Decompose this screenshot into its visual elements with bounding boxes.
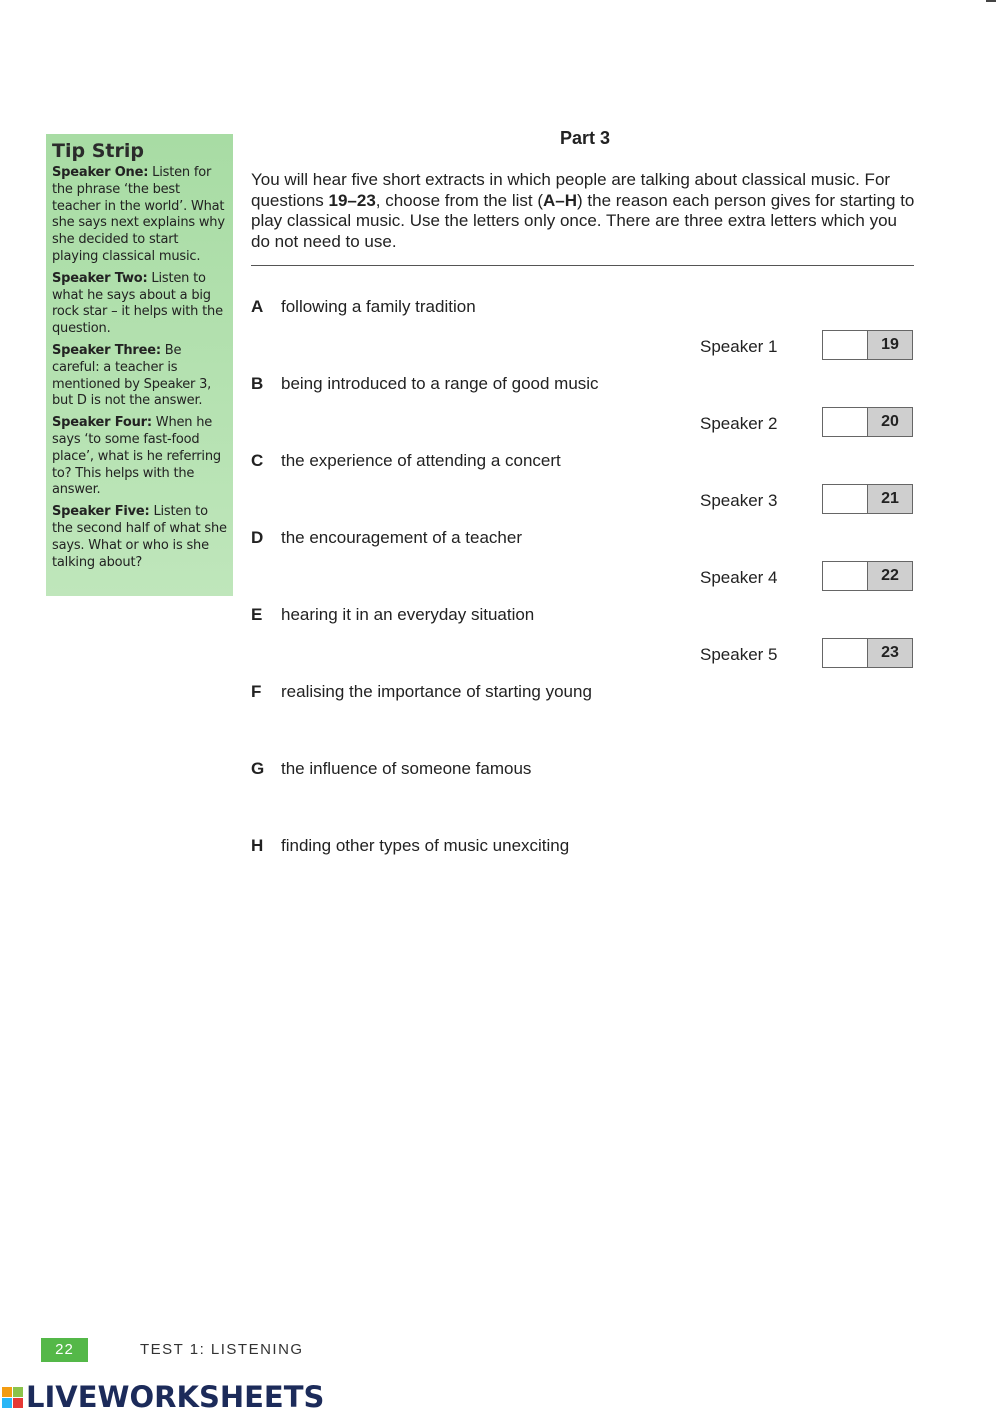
- logo-square: [13, 1398, 23, 1408]
- instructions-text: ) the reason each person gives for starting to play classical music. Use the letters only once. There are three extra letters which you do not need to use.: [251, 190, 915, 251]
- option-c: [251, 451, 561, 471]
- option-letter: F: [251, 682, 262, 701]
- option-letter: H: [251, 836, 264, 855]
- tip-item-head: Speaker Three:: [52, 342, 161, 358]
- option-letter: B: [251, 374, 264, 393]
- option-text: hearing it in an everyday situation: [281, 605, 535, 624]
- option-g: [251, 759, 531, 779]
- answer-input-20[interactable]: [823, 408, 868, 436]
- answer-input-23[interactable]: [823, 639, 868, 667]
- tip-item-head: Speaker Two:: [52, 270, 148, 286]
- speaker-1-label: Speaker 1: [700, 337, 778, 356]
- speaker-5-label: Speaker 5: [700, 645, 778, 664]
- divider: [251, 265, 914, 266]
- tip-item-head: Speaker Four:: [52, 415, 152, 431]
- option-letter: E: [251, 605, 263, 624]
- answer-box-20: [822, 407, 913, 437]
- brand-logo-icon: [2, 1387, 23, 1408]
- question-number: 21: [868, 485, 912, 513]
- tip-item-text: Listen for the phrase ‘the best teacher in the world’. What she says next explains why she decided to start playing classical music.: [52, 165, 225, 264]
- answer-input-19[interactable]: [823, 331, 868, 359]
- tip-item-text: When he says ‘to some fast-food place’, what is he referring to? This helps with the answer.: [52, 415, 221, 498]
- tip-item-speaker-one: [52, 165, 227, 266]
- option-d: [251, 528, 522, 548]
- tip-item-text: Be careful: a teacher is mentioned by Speaker 3, but D is not the answer.: [52, 342, 212, 409]
- tip-item-speaker-five: [52, 504, 227, 571]
- answer-box-22: [822, 561, 913, 591]
- logo-square: [2, 1398, 12, 1408]
- tip-item-speaker-two: [52, 271, 227, 338]
- question-number: 22: [868, 562, 912, 590]
- instructions-question-range: 19–23: [328, 190, 376, 210]
- tip-item-speaker-three: [52, 343, 227, 410]
- option-letter: A: [251, 297, 264, 316]
- speaker-2-label: Speaker 2: [700, 414, 778, 433]
- corner-mark: [986, 0, 996, 2]
- tip-item-head: Speaker One:: [52, 165, 149, 180]
- tip-item-head: Speaker Five:: [52, 504, 150, 520]
- tip-item-text: Listen to what he says about a big rock star – it helps with the question.: [52, 270, 223, 337]
- tip-strip-title: Tip Strip: [52, 140, 144, 162]
- option-letter: C: [251, 451, 264, 470]
- brand[interactable]: [2, 1380, 324, 1414]
- answer-box-23: [822, 638, 913, 668]
- tip-strip: [46, 134, 233, 596]
- option-text: following a family tradition: [281, 297, 476, 316]
- option-text: the encouragement of a teacher: [281, 528, 522, 547]
- logo-square: [2, 1387, 12, 1397]
- option-h: [251, 836, 569, 856]
- answer-box-19: [822, 330, 913, 360]
- option-text: the experience of attending a concert: [281, 451, 561, 470]
- answer-input-22[interactable]: [823, 562, 868, 590]
- instructions: [251, 170, 915, 252]
- tip-item-text: Listen to the second half of what she says. What or who is she talking about?: [52, 504, 227, 570]
- part-title: Part 3: [559, 128, 611, 148]
- option-e: [251, 605, 534, 625]
- option-text: finding other types of music unexciting: [281, 836, 570, 855]
- question-number: 20: [868, 408, 912, 436]
- option-text: the influence of someone famous: [281, 759, 532, 778]
- answer-input-21[interactable]: [823, 485, 868, 513]
- option-b: [251, 374, 599, 394]
- logo-square: [13, 1387, 23, 1397]
- tip-item-speaker-four: [52, 415, 227, 499]
- option-text: being introduced to a range of good music: [281, 374, 599, 393]
- instructions-text: You will hear five short extracts in which people are talking about classical music. For questions: [251, 170, 891, 210]
- section-label: TEST 1: LISTENING: [140, 1341, 304, 1358]
- answer-box-21: [822, 484, 913, 514]
- option-f: [251, 682, 592, 702]
- option-text: realising the importance of starting young: [281, 682, 592, 701]
- speaker-4-label: Speaker 4: [700, 568, 778, 587]
- instructions-text: , choose from the list (: [375, 190, 544, 210]
- brand-name: LIVEWORKSHEETS: [26, 1380, 325, 1414]
- question-number: 23: [868, 639, 912, 667]
- speaker-3-label: Speaker 3: [700, 491, 778, 510]
- option-letter: G: [251, 759, 265, 778]
- option-letter: D: [251, 528, 264, 547]
- instructions-letter-range: A–H: [543, 190, 578, 210]
- question-number: 19: [868, 331, 912, 359]
- page-number: 22: [41, 1338, 88, 1362]
- option-a: [251, 297, 476, 317]
